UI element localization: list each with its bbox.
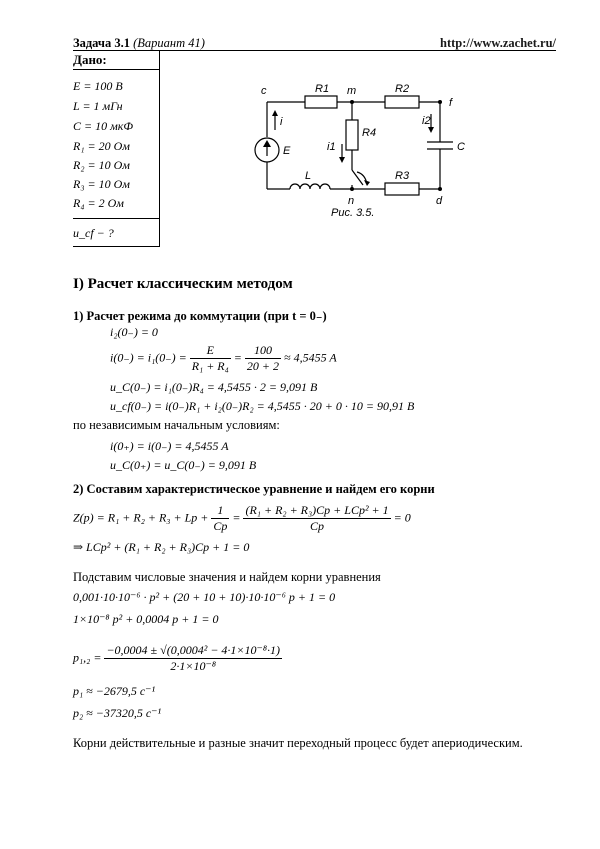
node-m-label: m [347, 85, 357, 97]
label-r4: R4 [362, 127, 377, 139]
eq-uc: u_C(0₋) = i₁(0₋)R₄ = 4,5455 · 2 = 9,091 B [110, 380, 318, 394]
eq-numeric-1: 0,001·10·10⁻⁶ · p² + (20 + 10 + 10)·10·10⁻⁶ p + 1 = 0 [73, 590, 336, 604]
resistor-r2 [385, 96, 419, 108]
subsection-2-title: 2) Составим характеристическое уравнение и найдем его корни [73, 482, 435, 496]
given-question: u_cf − ? [73, 226, 114, 240]
eq-ucf: u_cf(0₋) = i(0₋)R₁ + i₂(0₋)R₂ = 4,5455 · 20 + 0 · 10 = 90,91 B [110, 399, 415, 413]
node-n-label: n [348, 195, 355, 207]
given-rule-top [73, 69, 159, 70]
site-url[interactable]: http://www.zachet.ru/ [440, 36, 556, 50]
node-f-label: f [449, 97, 453, 109]
inductor-l [290, 184, 330, 189]
label-i: i [280, 116, 283, 128]
label-i2: i2 [422, 115, 431, 127]
eq-numeric-2: 1×10⁻⁸ p² + 0,0004 p + 1 = 0 [73, 612, 219, 626]
label-e: E [283, 145, 291, 157]
eq-root-p1: p₁ ≈ −2679,5 c⁻¹ [73, 684, 156, 698]
eq-i0p: i(0₊) = i(0₋) = 4,5455 A [110, 439, 229, 453]
resistor-r1 [305, 96, 337, 108]
label-c: C [457, 141, 465, 153]
given-item: R₂ = 10 Ом [73, 158, 130, 172]
given-item: R₁ = 20 Ом [73, 139, 130, 153]
given-item: C = 10 мкФ [73, 119, 134, 133]
node-c-label: c [261, 85, 267, 97]
circuit-diagram [245, 82, 475, 222]
eq-i2: i₂(0₋) = 0 [110, 325, 158, 339]
resistor-r4 [346, 120, 358, 150]
header-rule [73, 50, 556, 51]
label-r2: R2 [395, 83, 410, 95]
eq-root-p2: p₂ ≈ −37320,5 c⁻¹ [73, 706, 162, 720]
indep-text: по независимым начальным условиям: [73, 418, 280, 432]
eq-i-initial: i(0₋) = i₁(0₋) = $\frac{E}{\text{R₁ + R₄}}$ = $\frac{100}{20 + 2}$ ≈ 4,5455 A [110, 343, 337, 373]
subsection-1-title: 1) Расчет режима до коммутации (при t = 0₋) [73, 309, 327, 323]
given-divider [159, 50, 160, 247]
task-title [73, 36, 205, 51]
task-variant: (Вариант 41) [133, 36, 205, 50]
resistor-r3 [385, 183, 419, 195]
given-item: L = 1 мГн [73, 99, 123, 113]
eq-roots-formula: p₁,₂ = $\frac{\text{−0,0004 ± √(0,0004² − 4·1×10⁻⁸·1)}}{\text{2·1×10⁻⁸}}$ [73, 643, 281, 673]
conclusion: Корни действительные и разные значит переходный процесс будет апериодическим. [73, 736, 523, 750]
given-title: Дано: [73, 52, 107, 67]
section-title: I) Расчет классическим методом [73, 276, 293, 292]
label-i1: i1 [327, 141, 336, 153]
eq-characteristic: ⇒ LCp² + (R₁ + R₂ + R₃)Cp + 1 = 0 [73, 540, 250, 554]
label-r3: R3 [395, 170, 410, 182]
label-l: L [305, 170, 312, 182]
task-number: Задача 3.1 [73, 36, 130, 50]
eq-impedance: Z(p) = R₁ + R₂ + R₃ + Lp + $\frac{1}{Cp}$ = $\frac{\text{(R₁ + R₂ + R₃)Cp + LCp² + 1}}{Cp}$ = 0 [73, 503, 411, 533]
given-rule-bottom [73, 218, 159, 219]
eq-uc0p: u_C(0₊) = u_C(0₋) = 9,091 B [110, 458, 257, 472]
given-rule-end [73, 246, 159, 247]
subst-text: Подставим числовые значения и найдем корни уравнения [73, 570, 381, 584]
given-item: R₃ = 10 Ом [73, 177, 130, 191]
label-r1: R1 [315, 83, 330, 95]
node-d-label: d [436, 195, 443, 207]
given-item: R₄ = 2 Ом [73, 196, 124, 210]
given-item: E = 100 В [73, 79, 123, 93]
figure-caption: Рис. 3.5. [331, 207, 375, 219]
